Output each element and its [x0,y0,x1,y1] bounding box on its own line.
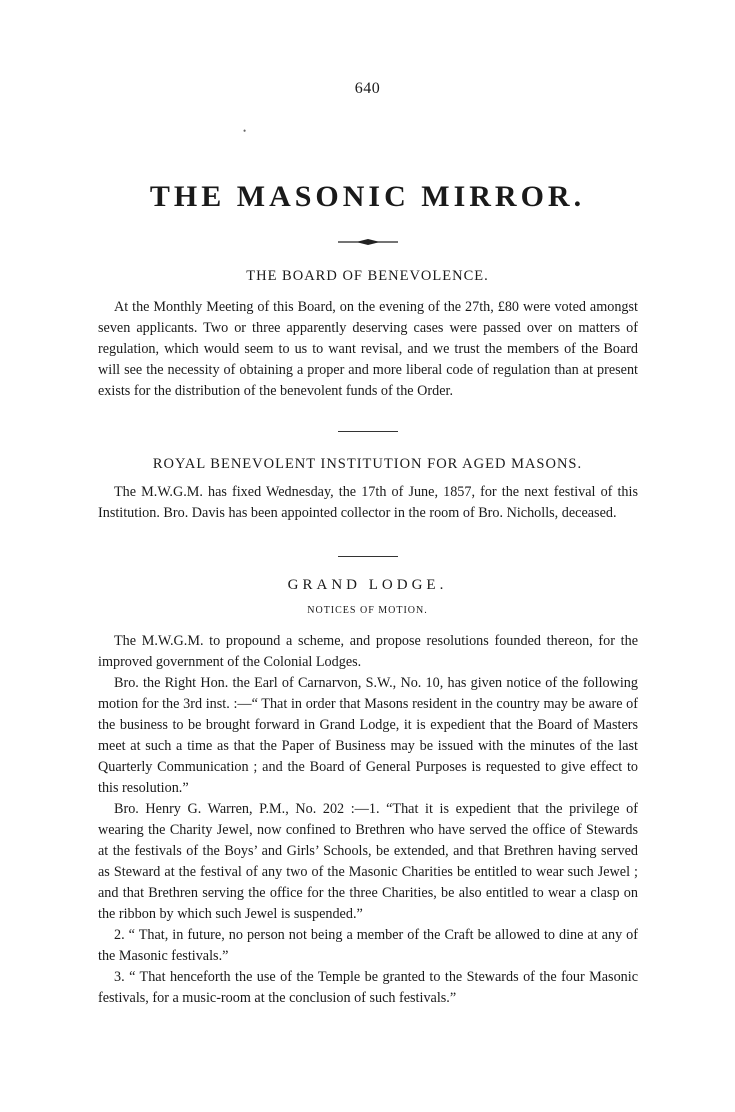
section-body-royal-benevolent-institution [98,482,638,524]
paragraph: 2. “ That, in future, no person not being a member of the Craft be allowed to dine at any of the Masonic festivals.” [98,927,638,964]
title-ornament [338,236,398,248]
paragraph: The M.W.G.M. to propound a scheme, and propose resolutions founded thereon, for the improved government of the Colonial Lodges. [98,633,638,670]
page-number: 640 [354,80,381,97]
section-divider [338,431,398,432]
ink-speck: • [243,126,247,136]
paragraph: Bro. Henry G. Warren, P.M., No. 202 :—1. “That it is expedient that the privilege of wearing the Charity Jewel, now confined to Brethren who have served the office of Stewards at the festivals of the Boys’ and Girls’ Schools, be extended, and that Brethren having served as Steward at the festival of any two of the Masonic Charities be entitled to wear such Jewel ; and that Brethren serving the office for the three Charities, be also entitled to wear a clasp on the ribbon by which such Jewel is suspended.” [98,801,638,922]
paragraph: At the Monthly Meeting of this Board, on the evening of the 27th, £80 were voted amongst seven applicants. Two or three apparently deserving cases were passed over on matters of regulation, which would seem to us to want revisal, and we trust the members of the Board will see the necessity of obtaining a proper and more liberal code of regulation than at present exists for the distribution of the benevolent funds of the Order. [98,299,638,399]
section-divider [338,556,398,557]
section-body-board-of-benevolence [98,297,638,402]
paragraph: Bro. the Right Hon. the Earl of Carnarvon, S.W., No. 10, has given notice of the following motion for the 3rd inst. :—“ That in order that Masons resident in the country may be aware of the business to be brought forward in Grand Lodge, it is expedient that the Board of Masters meet at such a time as that the Paper of Business may be issued with the minutes of the last Quarterly Communication ; and the Board of General Purposes is requested to give effect to this resolution.” [98,675,638,796]
paragraph: 3. “ That henceforth the use of the Temple be granted to the Stewards of the four Masonic festivals, for a music-room at the conclusion of such festivals.” [98,969,638,1006]
section-heading-board-of-benevolence: THE BOARD OF BENEVOLENCE. [246,268,489,284]
paragraph: The M.W.G.M. has fixed Wednesday, the 17th of June, 1857, for the next festival of this Institution. Bro. Davis has been appointed collector in the room of Bro. Nicholls, deceased. [98,484,638,521]
journal-title: THE MASONIC MIRROR. [149,180,586,213]
section-heading-royal-benevolent-institution: ROYAL BENEVOLENT INSTITUTION FOR AGED MASONS. [152,456,583,472]
section-subheading-notices-of-motion: NOTICES OF MOTION. [307,605,428,616]
section-body-grand-lodge [98,631,638,1009]
section-heading-grand-lodge: GRAND LODGE. [287,577,448,593]
